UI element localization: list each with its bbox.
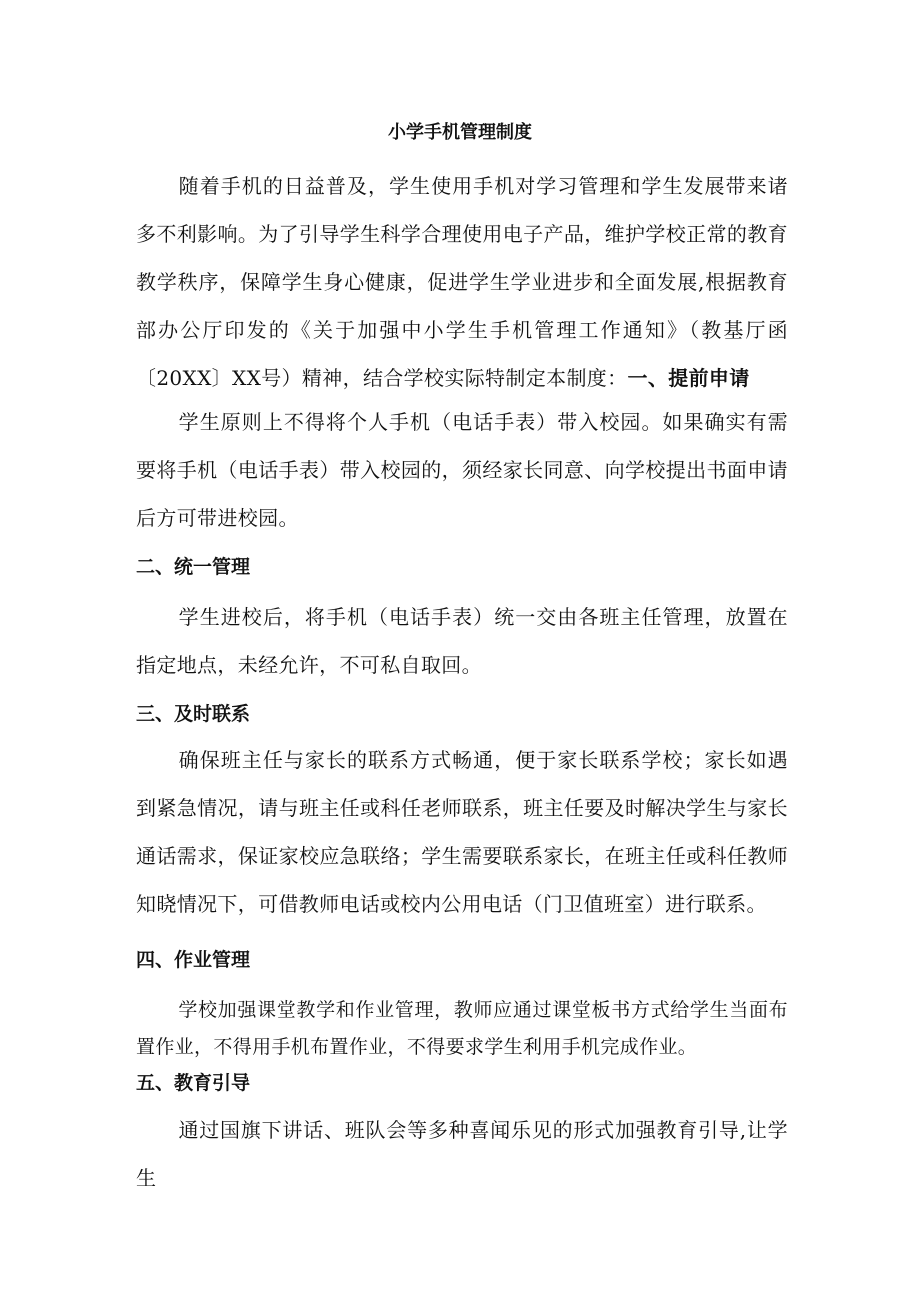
section-3-text: 确保班主任与家长的联系方式畅通，便于家长联系学校；家长如遇到紧急情况，请与班主任或科任老师联系，班主任要及时解决学生与家长通话需求，保证家校应急联络；学生需要联系家长，在班主任或科任教师知晓情况下，可借教师电话或校内公用电话（门卫值班室）进行联系。 <box>136 748 788 916</box>
section-5-body <box>136 1106 788 1202</box>
section-4-body <box>136 992 788 1066</box>
section-2-text: 学生进校后，将手机（电话手表）统一交由各班主任管理，放置在指定地点，未经允许，不可私自取回。 <box>136 605 788 677</box>
section-1-body <box>136 398 788 542</box>
section-2-heading: 二、统一管理 <box>136 556 251 578</box>
section-5-text: 通过国旗下讲话、班队会等多种喜闻乐见的形式加强教育引导,让学生 <box>136 1118 788 1190</box>
section-4-text: 学校加强课堂教学和作业管理，教师应通过课堂板书方式给学生当面布置作业，不得用手机布置作业，不得要求学生利用手机完成作业。 <box>136 999 788 1058</box>
section-3-body <box>136 736 788 928</box>
intro-paragraph <box>136 162 788 402</box>
section-1-text: 学生原则上不得将个人手机（电话手表）带入校园。如果确实有需要将手机（电话手表）带入校园的，须经家长同意、向学校提出书面申请后方可带进校园。 <box>136 410 788 530</box>
section-2-body <box>136 593 788 689</box>
intro-text: 随着手机的日益普及，学生使用手机对学习管理和学生发展带来诸多不利影响。为了引导学生科学合理使用电子产品，维护学校正常的教育教学秩序，保障学生身心健康，促进学生学业进步和全面发展,根据教育部办公厅印发的《关于加强中小学生手机管理工作通知》（教基厅函〔20XX〕XX号）精神，结合学校实际特制定本制度： <box>136 174 788 390</box>
section-3-heading: 三、及时联系 <box>136 703 251 725</box>
section-4-heading: 四、作业管理 <box>136 949 251 971</box>
document-title: 小学手机管理制度 <box>388 122 532 143</box>
section-5-heading: 五、教育引导 <box>136 1072 251 1094</box>
section-1-heading: 一、提前申请 <box>627 366 750 390</box>
